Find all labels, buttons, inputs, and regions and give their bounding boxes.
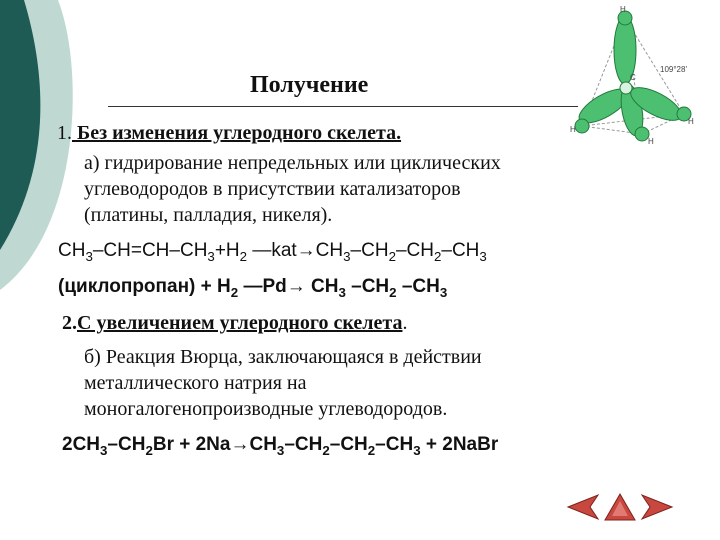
eq3-part: Br + 2Na→CH [152, 434, 277, 455]
item-b-line2: металлического натрия на [84, 372, 307, 394]
triangle-home-icon [605, 494, 635, 520]
eq2-sub: 2 [230, 285, 239, 301]
eq1-sub: 2 [239, 249, 248, 265]
eq3-sub: 3 [276, 443, 285, 459]
eq2-sub: 3 [338, 285, 346, 301]
eq2-part: –CH [345, 276, 390, 297]
item-b-line1: б) Реакция Вюрца, заключающаяся в действии [84, 346, 482, 368]
atom-h-label: H [688, 117, 694, 126]
arrow-right-icon [642, 495, 672, 519]
atom-h-label: H [620, 5, 626, 14]
equation-wurtz-reaction [62, 432, 498, 458]
prev-slide-button[interactable] [566, 492, 600, 522]
eq1-sub: 3 [479, 249, 487, 265]
item-a-line3: (платины, палладия, никеля). [84, 204, 333, 226]
eq3-part: 2CH [62, 434, 101, 455]
atom-h-label: H [570, 125, 576, 134]
atom-c-label: C [630, 73, 636, 82]
section2-number: 2. [62, 312, 77, 334]
item-b-line3: моногалогенопроизводные углеводородов. [84, 398, 448, 420]
eq1-part: CH [58, 240, 86, 261]
tetrahedral-orbital-figure [560, 0, 700, 150]
item-a-line2: углеводородов в присутствии катализаторов [84, 178, 461, 200]
eq3-part: –CH [107, 434, 146, 455]
next-slide-button[interactable] [640, 492, 674, 522]
eq2-sub: 3 [439, 285, 448, 301]
eq1-sub: 3 [343, 249, 351, 265]
home-slide-button[interactable] [603, 492, 637, 522]
bond-angle-label: 109°28' [660, 65, 687, 74]
eq1-sub: 2 [388, 249, 396, 265]
eq2-part: —Pd→ CH [238, 276, 339, 297]
eq3-sub: 3 [413, 443, 421, 459]
eq3-part: –CH [284, 434, 323, 455]
eq3-sub: 2 [322, 443, 330, 459]
section1-heading-line [57, 120, 401, 146]
section2-heading: С увеличением углеродного скелета [77, 312, 403, 334]
eq2-part: –CH [396, 276, 440, 297]
eq2-sub: 2 [389, 285, 397, 301]
eq1-sub: 3 [207, 249, 215, 265]
eq1-part: –CH [350, 240, 389, 261]
eq1-part: –CH [395, 240, 434, 261]
eq3-part: + 2NaBr [420, 434, 499, 455]
eq1-part: –CH [441, 240, 480, 261]
eq3-part: –CH [375, 434, 414, 455]
equation-hydrogenation-cyclopropane [58, 274, 447, 300]
item-a-line1: а) гидрирование непредельных или циклических [84, 152, 501, 174]
eq2-part: (циклопропан) + H [58, 276, 231, 297]
eq3-part: –CH [329, 434, 368, 455]
title-underline [108, 106, 578, 107]
section1-number: 1. [57, 122, 72, 144]
arrow-left-icon [568, 495, 598, 519]
eq1-part: —kat→CH [247, 240, 344, 261]
eq1-sub: 2 [433, 249, 442, 265]
eq1-part: +H [214, 240, 240, 261]
section1-heading: Без изменения углеродного скелета. [72, 122, 402, 144]
eq3-sub: 2 [367, 443, 376, 459]
page-title: Получение [250, 72, 369, 98]
atom-h-label: H [648, 137, 654, 146]
section2-tail: . [402, 312, 408, 334]
eq1-part: –CH=CH–CH [92, 240, 208, 261]
eq1-sub: 3 [85, 249, 93, 265]
equation-hydrogenation-butene [58, 238, 487, 264]
eq3-sub: 3 [100, 443, 108, 459]
section2-heading-line [62, 310, 407, 336]
eq3-sub: 2 [145, 443, 153, 459]
